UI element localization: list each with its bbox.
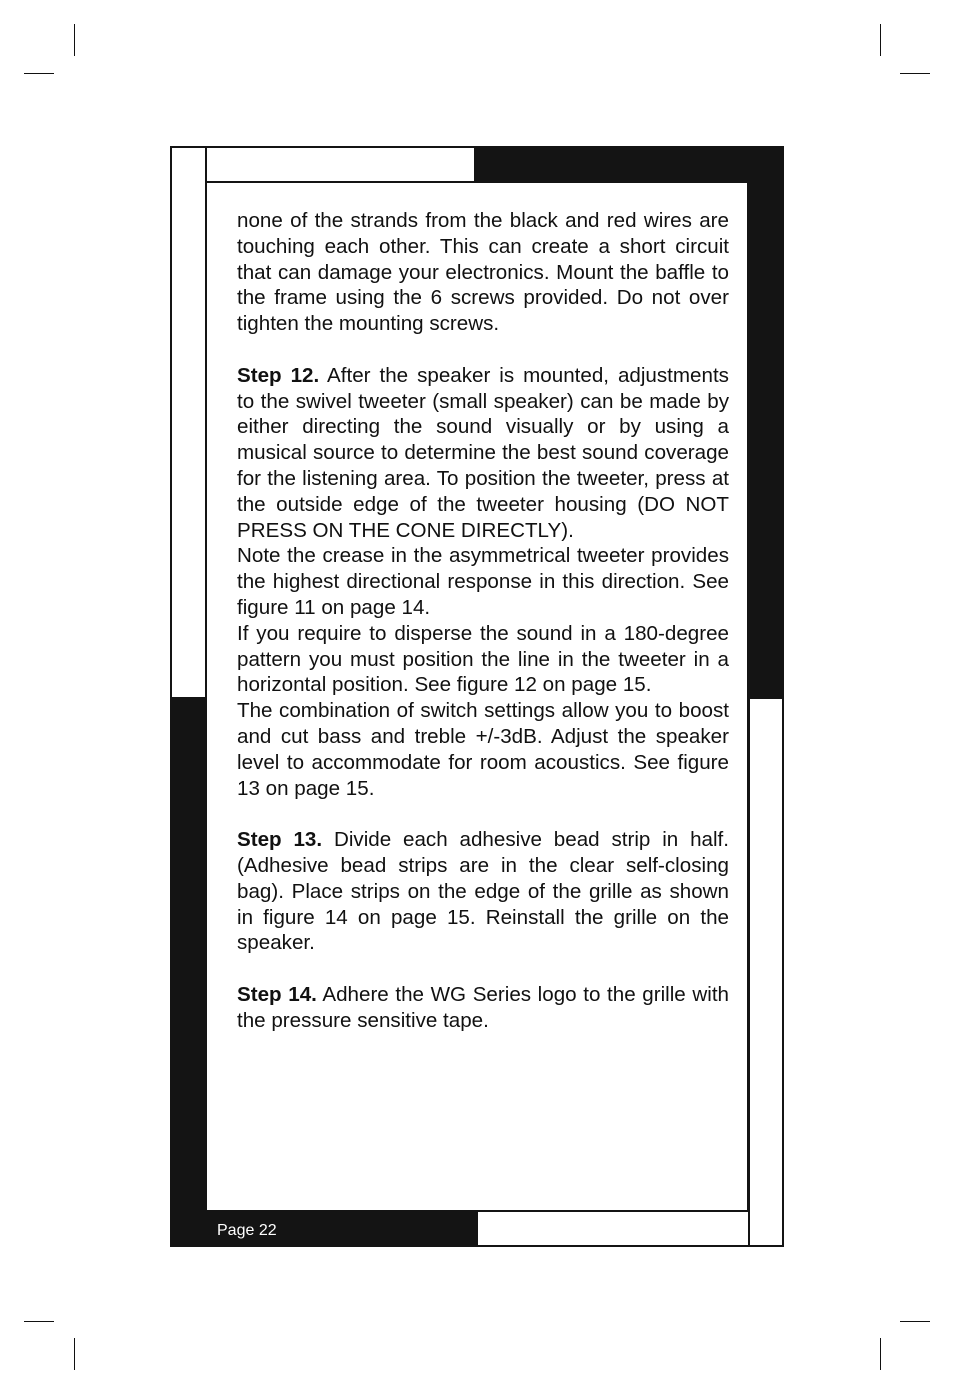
frame-top-dark-bar bbox=[474, 146, 784, 182]
frame-top-light-bar bbox=[204, 146, 476, 183]
body-text bbox=[237, 208, 729, 1034]
paragraph-switch-settings bbox=[237, 698, 729, 801]
step-label: Step 13. bbox=[237, 828, 323, 852]
paragraph-text: Adhere the WG Series logo to the grille with the pressure sensitive tape. bbox=[237, 982, 729, 1032]
paragraph-text: Divide each adhesive bead strip in half. (Adhesive bead strips are in the clear self-closing bag). Place strips on the edge of the grille as shown in figure 14 on page 15. Reinstall the grille on the speaker. bbox=[237, 828, 729, 955]
paragraph-intro bbox=[237, 208, 729, 337]
step-label: Step 12. bbox=[237, 363, 320, 387]
page-number: Page 22 bbox=[217, 1222, 277, 1239]
frame-bottom-light-bar bbox=[476, 1210, 750, 1247]
paragraph-step-12 bbox=[237, 363, 729, 544]
frame-left-upper-light bbox=[170, 146, 207, 699]
crop-mark bbox=[24, 73, 54, 74]
frame-left-lower-dark bbox=[170, 697, 207, 1247]
paragraph-step-14 bbox=[237, 982, 729, 1034]
paragraph-text: After the speaker is mounted, adjustments to the swivel tweeter (small speaker) can be made by either directing the sound visually or by using a musical source to determine the best sound coverage for the listening area. To position the tweeter, press at the outside edge of the tweeter housing (DO NOT PRESS ON THE CONE DIRECTLY). bbox=[237, 363, 729, 542]
paragraph-disperse bbox=[237, 621, 729, 698]
crop-mark bbox=[74, 24, 75, 56]
content-panel bbox=[205, 181, 749, 1212]
paragraph-note-crease bbox=[237, 543, 729, 620]
crop-mark bbox=[74, 1338, 75, 1370]
paragraph-step-13 bbox=[237, 827, 729, 956]
crop-mark bbox=[900, 73, 930, 74]
step-label: Step 14. bbox=[237, 982, 317, 1006]
crop-mark bbox=[900, 1321, 930, 1322]
frame-right-upper-dark bbox=[748, 146, 784, 699]
paragraph-text: none of the strands from the black and red wires are touching each other. This can create a short circuit that can damage your electronics. Mount the baffle to the frame using the 6 screws provided. Do not over tighten the mounting screws. bbox=[237, 209, 729, 336]
paragraph-text: If you require to disperse the sound in a 180-degree pattern you must position the line in the tweeter in a horizontal position. See figure 12 on page 15. bbox=[237, 621, 729, 697]
crop-mark bbox=[880, 24, 881, 56]
paragraph-text: Note the crease in the asymmetrical tweeter provides the highest directional response in this direction. See figure 11 on page 14. bbox=[237, 544, 729, 619]
paragraph-text: The combination of switch settings allow you to boost and cut bass and treble +/-3dB. Adjust the speaker level to accommodate for room acoustics. See figure 13 on page 15. bbox=[237, 699, 729, 800]
frame-right-lower-light bbox=[748, 697, 784, 1247]
crop-mark bbox=[24, 1321, 54, 1322]
crop-mark bbox=[880, 1338, 881, 1370]
